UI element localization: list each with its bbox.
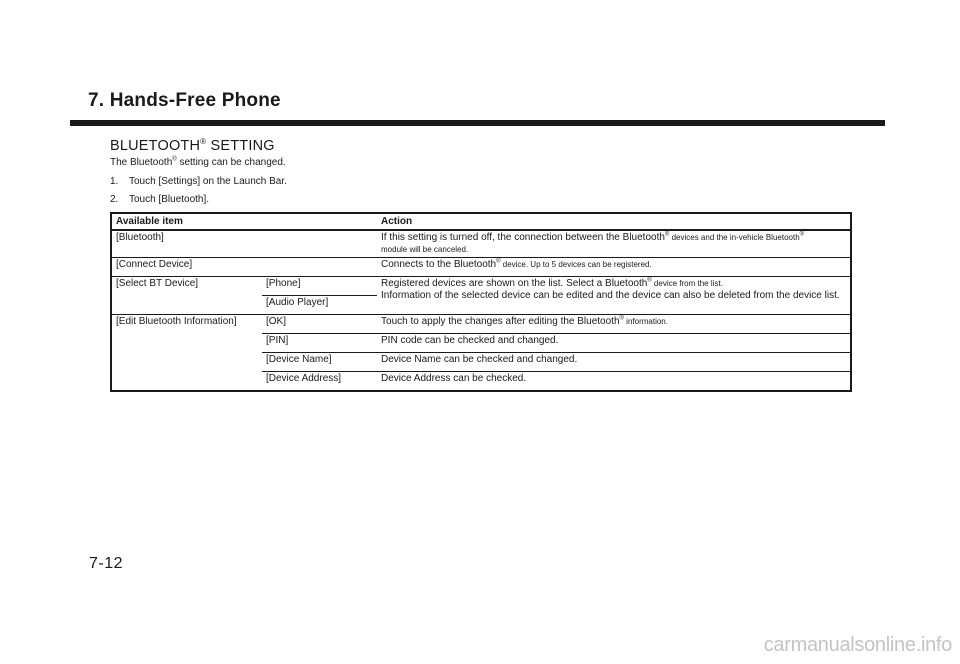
registered-mark: ® bbox=[619, 315, 624, 322]
chapter-title: 7. Hands-Free Phone bbox=[88, 90, 281, 111]
section-title-suffix: SETTING bbox=[206, 138, 275, 154]
subitem-ok: [OK] bbox=[262, 315, 377, 334]
registered-mark: ® bbox=[647, 277, 652, 284]
header-available-item: Available item bbox=[111, 213, 377, 230]
step-2 bbox=[110, 194, 209, 205]
item-select-bt-device: [Select BT Device] bbox=[111, 277, 262, 315]
step-text: Touch [Settings] on the Launch Bar. bbox=[129, 176, 287, 187]
intro-text bbox=[110, 157, 286, 168]
intro-post: setting can be changed. bbox=[176, 157, 286, 168]
bluetooth-settings-table bbox=[110, 212, 852, 392]
step-number: 2. bbox=[110, 194, 119, 205]
step-1 bbox=[110, 176, 287, 187]
action-text: Registered devices are shown on the list. Select a Bluetooth bbox=[381, 278, 648, 289]
action-text-small: information. bbox=[623, 317, 668, 326]
page-number: 7-12 bbox=[89, 555, 124, 572]
header-action: Action bbox=[377, 213, 851, 230]
action-text: Connects to the Bluetooth bbox=[381, 259, 497, 270]
item-bluetooth: [Bluetooth] bbox=[111, 230, 377, 258]
action-pin: PIN code can be checked and changed. bbox=[377, 334, 851, 353]
action-text-small: devices and the in-vehicle Bluetooth bbox=[669, 233, 800, 242]
table-row bbox=[111, 230, 851, 258]
section-title bbox=[110, 138, 275, 154]
registered-mark: ® bbox=[172, 156, 177, 163]
action-connect-device bbox=[377, 258, 851, 277]
chapter-divider bbox=[70, 120, 885, 126]
registered-mark: ® bbox=[496, 258, 501, 265]
registered-mark: ® bbox=[799, 231, 805, 238]
subitem-device-name: [Device Name] bbox=[262, 353, 377, 372]
watermark: carmanualsonline.info bbox=[763, 634, 952, 656]
subitem-pin: [PIN] bbox=[262, 334, 377, 353]
action-text: If this setting is turned off, the connection between the Bluetooth bbox=[381, 232, 665, 243]
action-text-small: module will be canceled. bbox=[381, 245, 469, 254]
intro-pre: The Bluetooth bbox=[110, 157, 173, 168]
action-ok bbox=[377, 315, 851, 334]
action-text-small: device. Up to 5 devices can be registered. bbox=[500, 260, 652, 269]
section-title-main: BLUETOOTH bbox=[110, 138, 201, 154]
table-header-row bbox=[111, 213, 851, 230]
subitem-phone: [Phone] bbox=[262, 277, 377, 296]
step-number: 1. bbox=[110, 176, 119, 187]
action-text-small: device from the list. bbox=[651, 279, 723, 288]
action-device-address: Device Address can be checked. bbox=[377, 372, 851, 392]
step-text: Touch [Bluetooth]. bbox=[129, 194, 210, 205]
action-select-bt-device bbox=[377, 277, 851, 315]
action-device-name: Device Name can be checked and changed. bbox=[377, 353, 851, 372]
subitem-audio-player: [Audio Player] bbox=[262, 296, 377, 315]
table-row bbox=[111, 258, 851, 277]
table-row bbox=[111, 277, 851, 296]
subitem-device-address: [Device Address] bbox=[262, 372, 377, 392]
registered-mark: ® bbox=[664, 231, 670, 238]
item-edit-bluetooth-information: [Edit Bluetooth Information] bbox=[111, 315, 262, 392]
item-connect-device: [Connect Device] bbox=[111, 258, 377, 277]
table-row bbox=[111, 315, 851, 334]
action-text: Touch to apply the changes after editing the Bluetooth bbox=[381, 316, 620, 327]
action-text: Information of the selected device can be edited and the device can also be deleted from the device list. bbox=[381, 290, 840, 301]
registered-mark: ® bbox=[200, 137, 207, 147]
action-bluetooth bbox=[377, 230, 851, 258]
